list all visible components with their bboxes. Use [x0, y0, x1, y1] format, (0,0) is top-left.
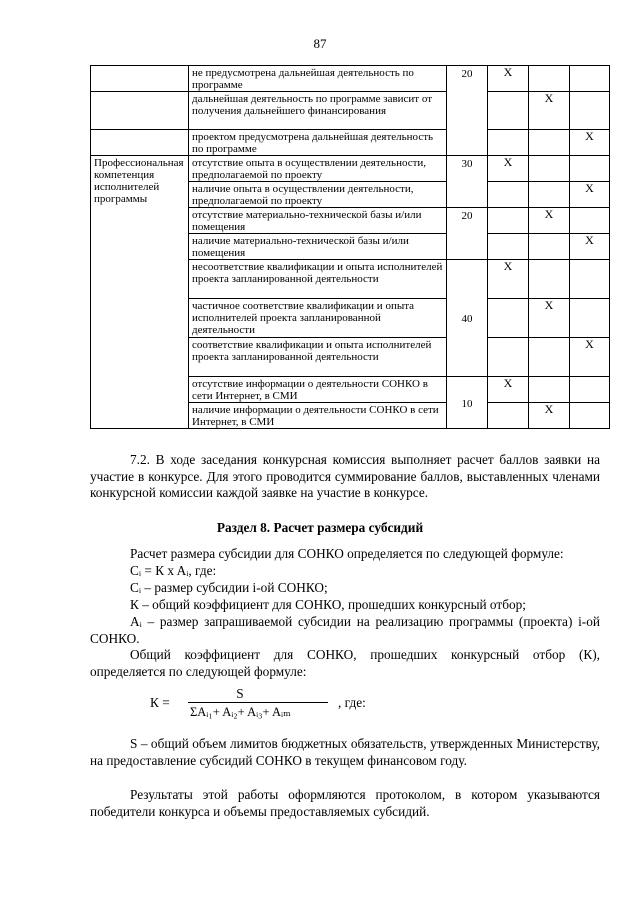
- mark-cell: [488, 208, 529, 234]
- definition-k: К – общий коэффициент для СОНКО, прошедших конкурсный отбор;: [130, 597, 526, 612]
- fraction-bar: [188, 702, 328, 703]
- group-label: Профессиональная компетенция исполнителей программы: [91, 156, 189, 429]
- mark-cell: X: [570, 130, 610, 156]
- definition-ai: Aᵢ – размер запрашиваемой субсидии на реализацию программы (проекта) i-ой СОНКО.: [90, 614, 600, 646]
- criterion-text: наличие материально-технической базы и/или помещения: [189, 234, 447, 260]
- mark-cell: [529, 156, 570, 182]
- score-cell: 20: [447, 208, 488, 260]
- k-formula: [150, 686, 390, 722]
- mark-cell: X: [529, 299, 570, 338]
- criterion-text: наличие информации о деятельности СОНКО в сети Интернет, в СМИ: [189, 403, 447, 429]
- table-cell: [91, 66, 189, 92]
- table-row: [91, 66, 610, 92]
- score-cell: 20: [447, 66, 488, 156]
- mark-cell: X: [488, 156, 529, 182]
- score-cell: 10: [447, 377, 488, 429]
- mark-cell: [570, 299, 610, 338]
- table-row: [91, 92, 610, 130]
- criterion-text: отсутствие материально-технической базы и/или помещения: [189, 208, 447, 234]
- mark-cell: [570, 403, 610, 429]
- criterion-text: дальнейшая деятельность по программе зависит от получения дальнейшего финансирования: [189, 92, 447, 130]
- formula-denominator: ΣAᵢ₁+ Aᵢ₂+ Aᵢ₃+ Aᵢₘ: [190, 705, 291, 719]
- mark-cell: X: [529, 403, 570, 429]
- criterion-text: соответствие квалификации и опыта исполнителей проекта запланированной деятельности: [189, 338, 447, 377]
- formula-suffix: , где:: [338, 695, 366, 710]
- paragraph-7-2: 7.2. В ходе заседания конкурсная комиссия выполняет расчет баллов заявки на участие в конкурсе. Для этого проводится суммирование баллов, выставленных членами конкурсной комиссии каждой заявке на участие в конкурсе.: [90, 452, 600, 500]
- table-row: [91, 130, 610, 156]
- section-title: Раздел 8. Расчет размера субсидий: [216, 520, 424, 535]
- mark-cell: X: [570, 182, 610, 208]
- mark-cell: [529, 338, 570, 377]
- mark-cell: [529, 66, 570, 92]
- criterion-text: несоответствие квалификации и опыта исполнителей проекта запланированной деятельности: [189, 260, 447, 299]
- mark-cell: X: [570, 234, 610, 260]
- table-cell: [91, 92, 189, 130]
- mark-cell: [488, 403, 529, 429]
- mark-cell: [570, 260, 610, 299]
- mark-cell: [570, 92, 610, 130]
- table-row: [91, 156, 610, 182]
- page-number: 87: [313, 36, 327, 51]
- mark-cell: [488, 299, 529, 338]
- mark-cell: [570, 377, 610, 403]
- score-cell: 30: [447, 156, 488, 208]
- table-cell: [91, 130, 189, 156]
- mark-cell: [488, 234, 529, 260]
- mark-cell: [570, 208, 610, 234]
- criterion-text: не предусмотрена дальнейшая деятельность по программе: [189, 66, 447, 92]
- criteria-table: [90, 65, 610, 429]
- mark-cell: [570, 156, 610, 182]
- mark-cell: [488, 92, 529, 130]
- mark-cell: X: [488, 260, 529, 299]
- definition-ci: Cᵢ – размер субсидии i-ой СОНКО;: [130, 580, 328, 595]
- coefficient-intro: Общий коэффициент для СОНКО, прошедших конкурсный отбор (К), определяется по следующей формуле:: [90, 647, 600, 679]
- mark-cell: [529, 130, 570, 156]
- mark-cell: [570, 66, 610, 92]
- mark-cell: [529, 182, 570, 208]
- formula-numerator: S: [236, 686, 244, 701]
- mark-cell: [529, 234, 570, 260]
- mark-cell: X: [488, 377, 529, 403]
- criterion-text: проектом предусмотрена дальнейшая деятельность по программе: [189, 130, 447, 156]
- results-paragraph: Результаты этой работы оформляются протоколом, в котором указываются победители конкурса и объемы предоставляемых субсидий.: [90, 787, 600, 819]
- criterion-text: частичное соответствие квалификации и опыта исполнителей проекта запланированной деятельности: [189, 299, 447, 338]
- criterion-text: отсутствие информации о деятельности СОНКО в сети Интернет, в СМИ: [189, 377, 447, 403]
- score-cell: 40: [447, 260, 488, 377]
- formula-line: Cᵢ = К x Aᵢ, где:: [130, 563, 217, 578]
- mark-cell: [488, 338, 529, 377]
- mark-cell: [488, 182, 529, 208]
- mark-cell: X: [529, 208, 570, 234]
- criterion-text: отсутствие опыта в осуществлении деятельности, предполагаемой по проекту: [189, 156, 447, 182]
- mark-cell: X: [529, 92, 570, 130]
- criterion-text: наличие опыта в осуществлении деятельности, предполагаемой по проекту: [189, 182, 447, 208]
- definition-s: S – общий объем лимитов бюджетных обязательств, утвержденных Министерству, на предоставление субсидий СОНКО в текущем финансовом году.: [90, 736, 600, 768]
- mark-cell: X: [570, 338, 610, 377]
- mark-cell: [488, 130, 529, 156]
- mark-cell: [529, 377, 570, 403]
- mark-cell: X: [488, 66, 529, 92]
- formula-intro: Расчет размера субсидии для СОНКО определяется по следующей формуле:: [130, 546, 564, 561]
- formula-lhs: К =: [150, 695, 170, 710]
- mark-cell: [529, 260, 570, 299]
